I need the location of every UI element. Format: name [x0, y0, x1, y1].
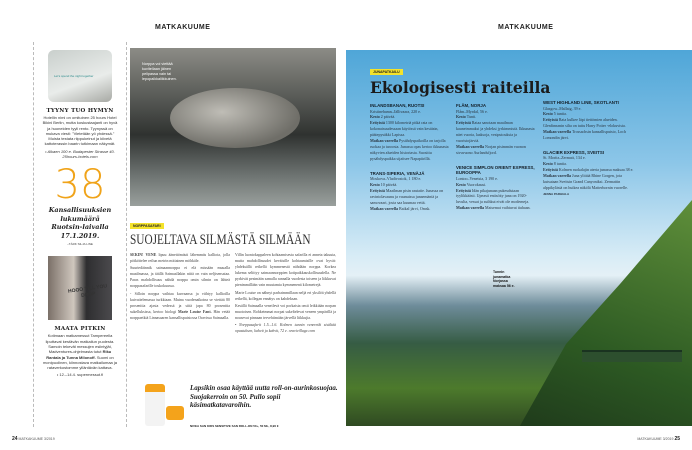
rail-column-1: [370, 103, 450, 221]
seal: [170, 88, 300, 148]
pillow-text: Let's spend the night together: [54, 74, 94, 78]
item-text: Hotellin nimi on omituinen 25 hours Hotel Bikini Berlin, mutta koskustaajanti on hyvä ja huoneiden tyyli rento. Tyynyssä on mukava viesti: "Vietetään yö yhdessä." Muista testata riippukeinut ja kiivetä kattoterassin baarin tutkimaan näkymät.: [42, 115, 118, 147]
seal-photo: [130, 48, 336, 206]
photo-caption: Norppa voi viettää kuvitellaan jäinen pelipassa vain tai lepopaikkaliikkuinen.: [142, 62, 177, 81]
rail-column-2: [456, 103, 536, 220]
route-orient-express: VENICE SIMPLON ORIENT EXPRESS, EUROOPPA Lontoo–Venetsia, 3 190 e. Kesto Vuorokausi. Erityistä Idän pikajunaan pukeudutaan tyylikkäästi. Upeasti entisöity juna on 1920-luvulta, vessat ja suihkut eivät ole moderneja. Matkan varrella Maisemat vaihtuvat tiuhaan.: [456, 164, 535, 211]
folio-right: MATKAKUUME 3/2019 25: [637, 436, 680, 442]
rail-title: Ekologisesti raiteilla: [370, 78, 551, 97]
route-flam: FLÅM, NORJA Flåm–Myrdal, 56 e. Kesto Tunti. Erityistä Rataa sanotaan maailman kauneimmaksi ja yhdeksi jyrkimmistä. Ikkunasta näet vuoria, laaksoja, vesiputouksia ja vuoristojärviä. Matkan varrella Norjan pisimmän vuonon sivuvuono Aurlandsfjord.: [456, 103, 535, 155]
route-inlandsbanan: INLANDSBANAN, RUOTSI Kristinehamn–Jällivaara, 220 e. Kesto 2 päivää. Erityistä 1300 kilometriä pitkä rata on kokonaisuudessaan käytössä vain kesäisin, päätepysäkki Lapissa. Matkan varrella Pysähdyspaikoilla on tarjolla ruokaa ja taroosta. Junassa opas kertoo ikkunasta näkyvien alueiden historiasta. Suosittu pysähdyspaikka sijaitsee Napapiirillä.: [370, 103, 449, 161]
folio-left: 24 MATKAKUUME 3/2019: [12, 436, 55, 442]
pillow-photo: [48, 50, 112, 102]
item-text: Kotimaan matkamessut Tampereella liputtavat kestävän matkailun puolesta. Samoin tekevät messujen esiintyjät, Madventures-ohjelmasta tutut Riku Rantala ja Tunna Milonoff. Suomi on monipuolinen, kiinnostava matkailumaa ja rataverkostomme ylläntävän kattava.: [42, 333, 118, 371]
article-column-2: Villin luontokappaleen kohtaamisesta safarilla ei anneta takuuta, mutta mahdollisuudet keväisille kohtaamisille ovat hyvät: yhdeksällä retkellä kymmenestä nähdään norppa. Korkea lukema selittyy saimaannorppien kotipaikkauskollisuudella. Ne pyrkivät pesimään samalla rannalla vuodesta toiseen ja liikkuvat pienimmillään vain muutamia kymmenenä kilometrejä. Marie Louise on nähnyt parhaimmillaan neljä eri yksilöä yhdellä retkellä, kollegan ennätys on kahdeksan. Kesällä Saimaalla veneilevä voi porkaista omii leikkiään norpan muotoisen. Rohkeimmat norpat sukeltelevat veneen ympärillä ja nousevat pinnaan tervehtimään järvellä liikkujia. • Norppasafarit 1.5.–1.6. Kolmen tunnin veneretki sisältää opastuksen, kahvit ja kahvit, 72 e. oravivillage.com: [235, 253, 336, 334]
item-title: TYYNY TUO HYMYN: [46, 108, 114, 114]
rail-credit: JENNA PARHIALA: [543, 191, 570, 196]
route-trans-siberia: TRANS-SIPERIA, VENÄJÄ Moskova–Vladivostok, 1 180 e. Kesto 10 päivää. Erityistä Maailman pisin rautatie. Junassa on ravintolavaunu ja vaunuissa junaemäntä ja samovaari, josta saa kuumaa vettä. Matkan varrella Baikal järvi, Omsk.: [370, 170, 444, 211]
men-photo: [48, 256, 112, 320]
sidebar: [33, 42, 127, 427]
article-title: SUOJELTAVA SILMÄSTÄ SILMÄÄN: [130, 232, 311, 248]
ad-text: Lapsikin osaa käyttää uutta roll-on-aurinkosuojaa. Suojakerroin on 50. Pullo sopii käsimatkatavaroihin.: [190, 384, 338, 409]
sunscreen-product-image: [145, 384, 185, 426]
item-info: • 12.–14.4. supermessut.fi: [56, 372, 104, 378]
item-info: • Alkaen 100 e. Budapester Strasse 40. 25hours-hotels.com: [45, 148, 115, 160]
train: [582, 350, 682, 362]
rail-column-3: [543, 100, 635, 207]
photo-caption: Tunnin junamatka Norjassa maksaa 56 e.: [493, 270, 515, 288]
route-glacier-express: GLACIER EXPRESS, SVEITSI St. Moritz–Zermatt, 134 e. Kesto 8 tuntia. Erityistä Kolmen ruokalajin ateria junassa maksaa 38 e. Matkan varrella Juna ylittää Rhine Gorgen, jota kutsutaan Sveitsin Grand Canyoniksi. Zermattin alppikylästä on huikea näkölä Matterhornin vuorelle. JENNA PARHIALA: [543, 149, 634, 196]
route-west-highland: WEST HIGHLAND LINE, SKOTLANTI Glasgow–Mallaig, 39 e. Kesto 5 tuntia. Erityistä Rata kulkee läpi tiettömien alueiden. Glenfinnanin silta on tuttu Harry Potter -elokuvista. Matkan varrella Trossachsin kansallispuisto, Loch Lomondin järvi.: [543, 100, 626, 141]
mountain: [512, 200, 692, 426]
item-title: MAATA PITKIN: [54, 326, 106, 333]
stat-number: 38: [54, 162, 106, 209]
stat-text: Kansallisuuksien lukumäärä Ruotsin-laivalla 17.1.2019.: [48, 206, 112, 240]
article-tag: NORPPASAFARI: [130, 223, 164, 229]
stat-credit: –TÄRK SILJA LINE: [67, 242, 93, 247]
section-header-left: MATKAKUUME: [155, 24, 211, 31]
section-header-right: MATKAKUUME: [498, 24, 554, 31]
shirt-text: HOOO TILL YOU DROP: [67, 283, 108, 300]
rail-tag: JUNAPATKAILU: [370, 69, 403, 75]
ad-credit: NIVEA SAN KIDS SENSITIVE SAN ROLL-ON 50+, 50 ML, 8,90 €: [190, 424, 279, 428]
article-column-1: SEKIN! VENE lipuu äänettömästi lähemmäs kalliota, jolla pötköttelee reilun metrin mittainen möhkäle. Suuriedäinnik saimaannorppa ei elä missään muualla maailmassa, ja täällä Saimaallakin niitä on vain neljisensataa. Paras mahdollisuus nähdä norppa omin silmin on lähteä norppasafarille toukokuussa. - Silloin norppa vaihtaa karvaansa ja viihtyy kallioilla kuivattelemassa turkkiaan. Muina vuodenaikoina se viettää 80 prosenttia ajasta vedessä ja siitä japa 80 prosenttia sukelluksissa, kertoo biologi Marie Louise Fant. Hän vetää norppaetkiä Linnasaaren kansallispuistossa Oravissa Saimaalla.: [130, 253, 230, 320]
